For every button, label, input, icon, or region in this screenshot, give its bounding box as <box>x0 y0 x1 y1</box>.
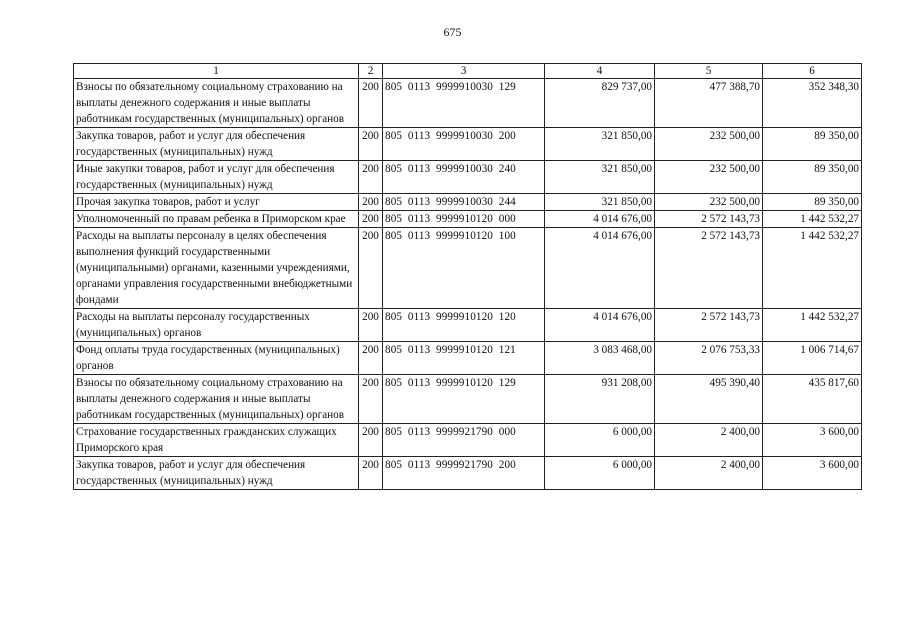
amount-remaining-cell: 1 442 532,27 <box>763 211 862 228</box>
amount-executed-cell: 2 400,00 <box>655 424 763 457</box>
table-row <box>74 194 862 211</box>
amount-planned-cell: 3 083 468,00 <box>545 342 655 375</box>
admin-code-cell: 200 <box>359 79 383 128</box>
name-cell: Расходы на выплаты персоналу государственных (муниципальных) органов <box>74 309 359 342</box>
budget-code-cell: 805 0113 9999910120 100 <box>383 228 545 309</box>
budget-code-cell: 805 0113 9999910030 200 <box>383 128 545 161</box>
name-cell: Закупка товаров, работ и услуг для обеспечения государственных (муниципальных) нужд <box>74 457 359 490</box>
table-row <box>74 309 862 342</box>
table-row <box>74 424 862 457</box>
name-cell: Страхование государственных гражданских служащих Приморского края <box>74 424 359 457</box>
admin-code-cell: 200 <box>359 457 383 490</box>
amount-executed-cell: 2 572 143,73 <box>655 228 763 309</box>
name-cell: Взносы по обязательному социальному страхованию на выплаты денежного содержания и иные выплаты работникам государственных (муниципальных) органов <box>74 375 359 424</box>
budget-code-cell: 805 0113 9999910030 240 <box>383 161 545 194</box>
amount-executed-cell: 2 572 143,73 <box>655 309 763 342</box>
header-col-1: 1 <box>74 64 359 79</box>
amount-remaining-cell: 89 350,00 <box>763 161 862 194</box>
amount-planned-cell: 6 000,00 <box>545 457 655 490</box>
header-col-3: 3 <box>383 64 545 79</box>
page-number: 675 <box>443 25 462 39</box>
table-row <box>74 128 862 161</box>
admin-code-cell: 200 <box>359 375 383 424</box>
amount-planned-cell: 321 850,00 <box>545 194 655 211</box>
name-cell: Уполномоченный по правам ребенка в Приморском крае <box>74 211 359 228</box>
amount-executed-cell: 2 400,00 <box>655 457 763 490</box>
admin-code-cell: 200 <box>359 194 383 211</box>
admin-code-cell: 200 <box>359 211 383 228</box>
admin-code-cell: 200 <box>359 128 383 161</box>
header-col-6: 6 <box>763 64 862 79</box>
budget-code-cell: 805 0113 9999910030 244 <box>383 194 545 211</box>
table-row <box>74 79 862 128</box>
amount-planned-cell: 931 208,00 <box>545 375 655 424</box>
admin-code-cell: 200 <box>359 309 383 342</box>
amount-planned-cell: 829 737,00 <box>545 79 655 128</box>
budget-code-cell: 805 0113 9999921790 000 <box>383 424 545 457</box>
amount-remaining-cell: 1 006 714,67 <box>763 342 862 375</box>
table-row <box>74 457 862 490</box>
budget-code-cell: 805 0113 9999910120 129 <box>383 375 545 424</box>
amount-executed-cell: 2 572 143,73 <box>655 211 763 228</box>
header-col-2: 2 <box>359 64 383 79</box>
table-row <box>74 161 862 194</box>
budget-code-cell: 805 0113 9999910120 121 <box>383 342 545 375</box>
budget-code-cell: 805 0113 9999910120 000 <box>383 211 545 228</box>
table-row <box>74 342 862 375</box>
header-col-4: 4 <box>545 64 655 79</box>
budget-code-cell: 805 0113 9999910120 120 <box>383 309 545 342</box>
amount-planned-cell: 321 850,00 <box>545 128 655 161</box>
budget-code-cell: 805 0113 9999921790 200 <box>383 457 545 490</box>
amount-planned-cell: 4 014 676,00 <box>545 309 655 342</box>
amount-remaining-cell: 435 817,60 <box>763 375 862 424</box>
table-body <box>74 79 862 490</box>
amount-executed-cell: 477 388,70 <box>655 79 763 128</box>
admin-code-cell: 200 <box>359 424 383 457</box>
admin-code-cell: 200 <box>359 228 383 309</box>
amount-executed-cell: 232 500,00 <box>655 128 763 161</box>
amount-remaining-cell: 89 350,00 <box>763 194 862 211</box>
name-cell: Расходы на выплаты персоналу в целях обеспечения выполнения функций государственными (муниципальными) органами, казенными учреждениями, органами управления государственными внебюджетными фондами <box>74 228 359 309</box>
amount-executed-cell: 232 500,00 <box>655 161 763 194</box>
amount-remaining-cell: 3 600,00 <box>763 424 862 457</box>
amount-remaining-cell: 1 442 532,27 <box>763 309 862 342</box>
name-cell: Прочая закупка товаров, работ и услуг <box>74 194 359 211</box>
amount-remaining-cell: 3 600,00 <box>763 457 862 490</box>
name-cell: Фонд оплаты труда государственных (муниципальных) органов <box>74 342 359 375</box>
amount-executed-cell: 2 076 753,33 <box>655 342 763 375</box>
name-cell: Закупка товаров, работ и услуг для обеспечения государственных (муниципальных) нужд <box>74 128 359 161</box>
amount-executed-cell: 232 500,00 <box>655 194 763 211</box>
amount-planned-cell: 4 014 676,00 <box>545 211 655 228</box>
amount-planned-cell: 321 850,00 <box>545 161 655 194</box>
amount-remaining-cell: 89 350,00 <box>763 128 862 161</box>
amount-planned-cell: 6 000,00 <box>545 424 655 457</box>
admin-code-cell: 200 <box>359 161 383 194</box>
budget-table <box>73 63 862 490</box>
name-cell: Иные закупки товаров, работ и услуг для обеспечения государственных (муниципальных) нужд <box>74 161 359 194</box>
amount-executed-cell: 495 390,40 <box>655 375 763 424</box>
amount-remaining-cell: 1 442 532,27 <box>763 228 862 309</box>
name-cell: Взносы по обязательному социальному страхованию на выплаты денежного содержания и иные выплаты работникам государственных (муниципальных) органов <box>74 79 359 128</box>
amount-planned-cell: 4 014 676,00 <box>545 228 655 309</box>
header-row <box>74 64 862 79</box>
table-row <box>74 211 862 228</box>
admin-code-cell: 200 <box>359 342 383 375</box>
table-row <box>74 375 862 424</box>
table-row <box>74 228 862 309</box>
amount-remaining-cell: 352 348,30 <box>763 79 862 128</box>
budget-code-cell: 805 0113 9999910030 129 <box>383 79 545 128</box>
header-col-5: 5 <box>655 64 763 79</box>
